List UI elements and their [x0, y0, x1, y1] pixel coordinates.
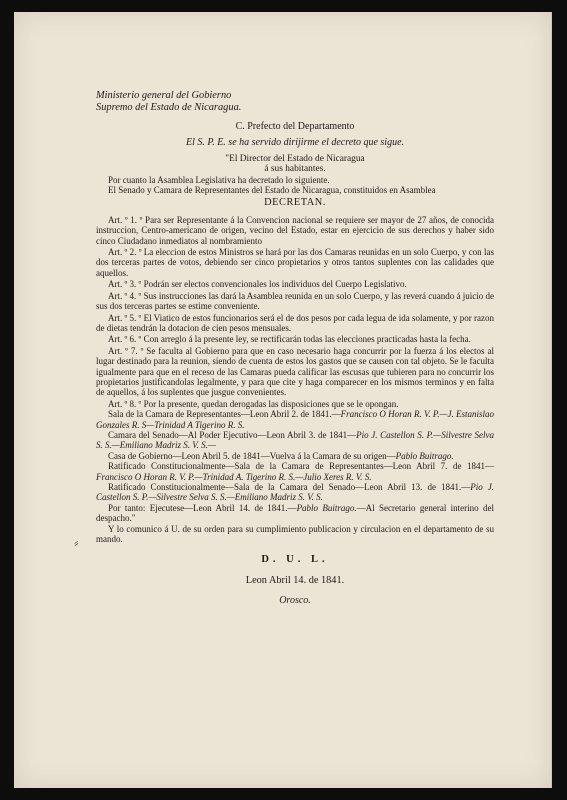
habitantes-line: á sus habitantes. — [264, 164, 326, 175]
place-date: Leon Abril 14. de 1841. — [245, 574, 345, 586]
director-line: "El Director del Estado de Nicaragua — [225, 153, 365, 164]
article-8: Art. º 8. º Por la presente, quedan derogadas las disposiciones que se le opongan. — [108, 398, 399, 409]
casa-gobierno-text: Casa de Gobierno—Leon Abril 5. de 1841—Vuelva á la Camara de su origen— — [108, 450, 396, 461]
ejecutese-paragraph — [96, 503, 494, 524]
sala-camara-signatures: Francisco O Horan R. V. P.—J. Estanislao Gonzales R. S—Trinidad A Tigerino R. S. — [96, 409, 495, 430]
camara-senado-text: Camara del Senado—Al Poder Ejecutivo—Leon Abril 3. de 1841— — [108, 429, 357, 440]
comunico-paragraph: Y lo comunico á U. de su orden para su cumplimiento publicacion y circulacion en el departamento de su mando. — [96, 523, 494, 545]
ratificado-1-text: Ratificado Constitucionalmente—Sala de la Camara de Representantes—Leon Abril 7. de 1841— — [108, 461, 494, 472]
ratificado-1-signatures: Francisco O Horan R. V. P.—Trinidad A. Tigerino R. S.—Julio Xeres R. V. S. — [96, 471, 372, 482]
por-cuanto-line: Por cuanto la Asamblea Legislativa ha decretado lo siguiente. — [108, 174, 330, 185]
article-2: Art. º 2. º La eleccion de estos Ministros se hará por las dos Camaras reunidas en un solo Cuerpo, y con las dos terceras partes de votos, debiendo ser cinco propietarios y otros tantos suplentes con las calidades que aquellos. — [96, 247, 494, 278]
article-4: Art. º 4. º Sus instrucciones las dará la Asamblea reunida en un solo Cuerpo, y las reverá cuando á juicio de sus dos terceras partes se estime conveniente. — [96, 290, 494, 312]
article-5: Art. º 5. º El Viatico de estos funcionarios será el de dos pesos por cada legua de ida solamente, y por razon de dietas tendrán la dotacion de cien pesos mensuales. — [96, 312, 495, 333]
ministry-line-1: Ministerio general del Gobierno — [96, 90, 232, 101]
signature: Orosco. — [279, 595, 311, 607]
dul-closing: D. U. L. — [261, 554, 329, 566]
document-sheet — [14, 12, 552, 788]
senado-line: El Senado y Camara de Representantes del Estado de Nicaragua, constituidos en Asamblea — [108, 185, 436, 196]
ejecutese-text: Por tanto: Ejecutese—Leon Abril 14. de 1841.— — [108, 502, 297, 513]
article-1: Art. º 1. º Para ser Representante á la Convencion nacional se requiere ser mayor de 27 años, de conocida instruccion, Centro-americano de origen, vecino del Estado, estar en ejercicio de sus derechos y haber sido cinco Ciudadano inmediatos al nombramiento — [96, 214, 494, 246]
ejecutese-end: —Al Secretario general interino del despacho." — [96, 502, 495, 524]
sala-camara-text: Sala de la Camara de Representantes—Leon Abril 2. de 1841.— — [108, 409, 341, 420]
decretan-heading: DECRETAN. — [264, 197, 326, 209]
casa-gobierno-signature: Pablo Buitrago. — [395, 450, 454, 461]
decree-text — [96, 90, 494, 607]
camara-senado-paragraph — [96, 430, 494, 451]
ratificado-1-paragraph — [96, 461, 494, 482]
ejecutese-signature: Pablo Buitrago. — [296, 502, 357, 513]
ratificado-2-paragraph — [96, 482, 494, 503]
pencil-mark: ⸗ — [72, 535, 80, 552]
camara-senado-signatures: Pio J. Castellon S. P.—Silvestre Selva S. S.—Emiliano Madriz S. V. S.— — [96, 429, 495, 451]
ratificado-2-text: Ratificado Constitucionalmente—Sala de la Camara del Senado—Leon Abril 13. de 1841.— — [108, 482, 471, 492]
ratificado-2-signatures: Pio J. Castellon S. P.—Silvestre Selva S. S.—Emiliano Madriz S. V. S. — [96, 482, 494, 503]
article-3: Art. º 3. º Podrán ser electos convencionales los individuos del Cuerpo Legislativo. — [108, 279, 407, 290]
ministry-line-2: Supremo del Estado de Nicaragua. — [96, 101, 242, 113]
intro-line: El S. P. E. se ha servido dirijirme el decreto que sigue. — [185, 137, 405, 149]
article-6: Art. º 6. º Con arreglo á la presente ley, se rectificarán todas las elecciones practicadas hasta la fecha. — [108, 334, 471, 345]
article-7: Art. º 7. º Se faculta al Gobierno para que en caso necesario haga concurrir por la fuerza á los electos al lugar destinado para la reunion, siendo de cuenta de estos los gastos que se causen con tal objeto. Se le faculta igualmente para que en el receso de las Camaras pueda calificar las escusas que tubieren para no concurrir los propietarios justificandolas legalmente, y para que cite y haga comparecer en los mismos terminos y en falta de aquellos, á los suplentes que jusgue convenientes. — [96, 345, 494, 398]
casa-gobierno-paragraph — [96, 451, 494, 461]
sala-camara-paragraph — [96, 409, 494, 430]
prefecto-heading: C. Prefecto del Departamento — [235, 121, 355, 132]
